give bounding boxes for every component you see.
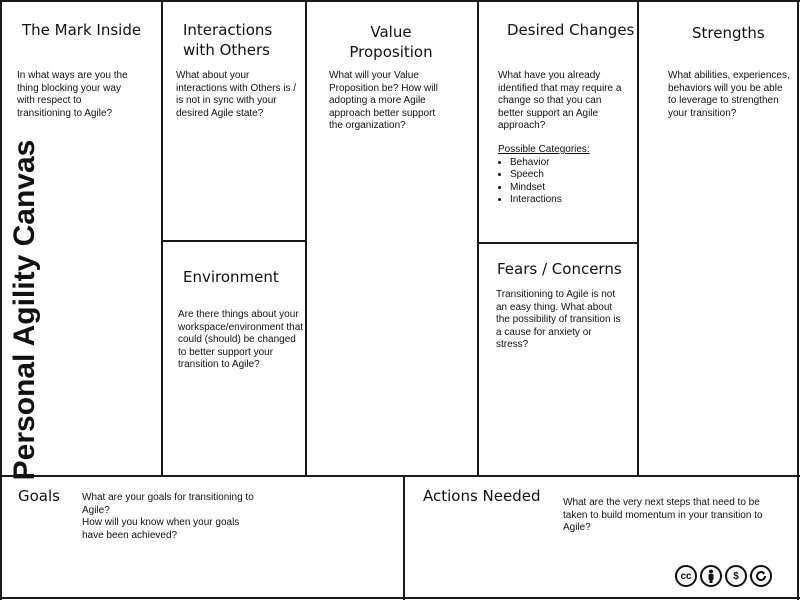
categories-label: Possible Categories: (498, 144, 590, 155)
actions-body: What are the very next steps that need to be taken to build momentum in your transition to Agile? (563, 497, 763, 533)
environment-title: Environment (183, 268, 279, 286)
divider-h-desired (477, 242, 639, 244)
noncommercial-icon: $ (725, 565, 747, 587)
border-left (0, 0, 2, 600)
fears-body: Transitioning to Agile is not an easy thing. What about the possibility of transition is a cause for anxiety or stress? (496, 289, 621, 350)
desired-changes-categories (498, 144, 628, 207)
attribution-icon (700, 565, 722, 587)
divider-v1 (161, 0, 163, 476)
goals-body (82, 492, 254, 542)
divider-v-bottom (403, 475, 405, 600)
cc-icon: cc (675, 565, 697, 587)
mark-inside-body: In what ways are you the thing blocking your way with respect to transitioning to Agile? (17, 70, 128, 119)
category-item: • Speech (510, 169, 628, 182)
goals-body-line1: What are your goals for transitioning to Agile? (82, 492, 254, 516)
categories-list (498, 157, 628, 207)
value-prop-title-line2: Proposition (349, 43, 433, 61)
interactions-title-line2: with Others (183, 41, 270, 59)
desired-changes-title: Desired Changes (507, 21, 635, 39)
divider-h-interactions (161, 240, 307, 242)
canvas-title: Personal Agility Canvas (8, 139, 41, 481)
strengths-title: Strengths (692, 24, 765, 42)
fears-title: Fears / Concerns (497, 260, 622, 278)
interactions-title-line1: Interactions (183, 21, 273, 39)
interactions-body: What about your interactions with Others is / is not in sync with your desired Agile state? (176, 70, 297, 119)
sharealike-icon (750, 565, 772, 587)
value-prop-title (306, 22, 476, 62)
category-item: • Interactions (510, 194, 628, 207)
border-right (797, 0, 799, 600)
mark-inside-title: The Mark Inside (22, 21, 142, 39)
divider-v3 (477, 0, 479, 476)
strengths-body: What abilities, experiences, behaviors will you be able to leverage to strengthen your transition? (668, 70, 790, 119)
actions-title: Actions Needed (423, 487, 541, 505)
divider-h-bottom (0, 475, 800, 477)
category-item: • Mindset (510, 182, 628, 195)
desired-changes-body: What have you already identified that may require a change so that you can better support an Agile approach? (498, 70, 622, 131)
environment-body: Are there things about your workspace/environment that could (should) be changed to better support your transition to Agile? (178, 309, 304, 370)
license-icons (675, 565, 772, 587)
category-item: • Behavior (510, 157, 628, 170)
border-top (0, 0, 800, 2)
divider-v2 (305, 0, 307, 476)
goals-body-line2: How will you know when your goals have been achieved? (82, 517, 240, 541)
value-prop-body: What will your Value Proposition be? How will adopting a more Agile approach better support the organization? (329, 70, 438, 131)
interactions-title (183, 20, 272, 60)
border-bottom (0, 597, 800, 599)
goals-title: Goals (18, 487, 60, 505)
divider-v4 (637, 0, 639, 476)
value-prop-title-line1: Value (370, 23, 412, 41)
